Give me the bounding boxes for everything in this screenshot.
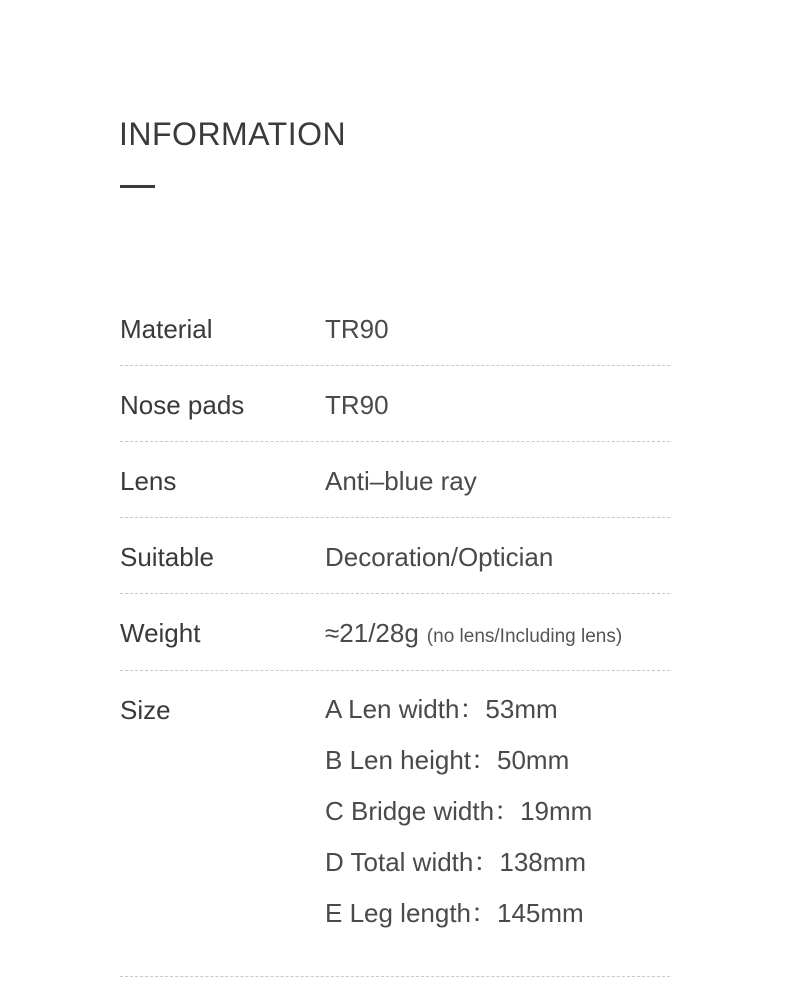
row-divider [120, 670, 670, 671]
spec-value: TR90 [325, 314, 389, 344]
size-line: D Total width：138mm [325, 847, 587, 877]
row-divider [120, 593, 670, 594]
row-divider [120, 441, 670, 442]
title-underline [120, 185, 155, 188]
size-line: E Leg length：145mm [325, 898, 584, 928]
spec-value: Decoration/Optician [325, 542, 554, 572]
spec-note: (no lens/Including lens) [426, 626, 623, 647]
spec-label: Weight [120, 618, 201, 648]
row-divider [120, 517, 670, 518]
spec-value: Anti–blue ray [325, 466, 477, 496]
size-values [325, 684, 592, 939]
spec-value-wrapper [325, 618, 622, 652]
spec-value: TR90 [325, 390, 389, 420]
size-line: B Len height：50mm [325, 745, 570, 775]
row-divider [120, 976, 670, 977]
spec-label: Nose pads [120, 390, 245, 420]
spec-label: Lens [120, 466, 177, 496]
spec-value: ≈21/28g [325, 618, 419, 648]
page-title: INFORMATION [119, 116, 347, 152]
spec-label: Size [120, 695, 171, 725]
spec-label: Material [120, 314, 213, 344]
spec-label: Suitable [120, 542, 214, 572]
size-line: C Bridge width：19mm [325, 796, 593, 826]
size-line: A Len width：53mm [325, 694, 558, 724]
row-divider [120, 365, 670, 366]
